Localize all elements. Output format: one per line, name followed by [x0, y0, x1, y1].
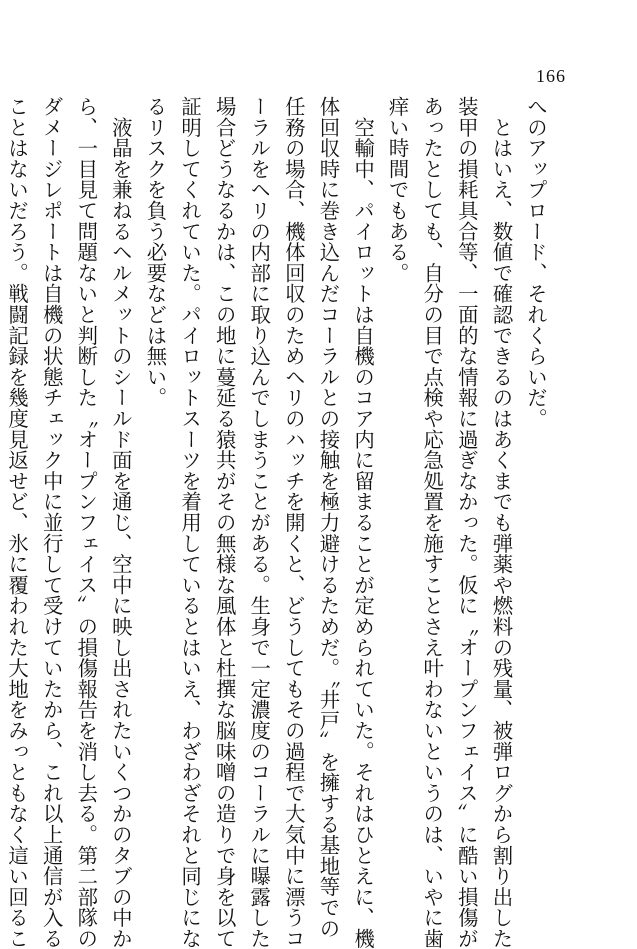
text-line: 装甲の損耗具合等、一面的な情報に過ぎなかった。仮に〝オープンフェイス〟に酷い損傷が: [454, 96, 479, 949]
body-text: [0, 96, 553, 949]
text-line: 体回収時に巻き込んだコーラルとの接触を極力避けるためだ。〝井戸〟を擁する基地等での: [316, 96, 341, 939]
text-line: 場合どうなるかは、この地に蔓延る猿共がその無様な風体と杜撰な脳味噌の造りで身を以て: [212, 96, 237, 949]
text-line: あったとしても、自分の目で点検や応急処置を施すことさえ叶わないというのは、いやに歯: [420, 96, 445, 949]
text-line: 液晶を兼ねるヘルメットのシールド面を通じ、空中に映し出されたいくつかのタブの中か: [108, 96, 133, 949]
text-line: ことはないだろう。戦闘記録を幾度見返せど、氷に覆われた大地をみっともなく這い回るこ: [5, 96, 30, 949]
text-line: とはいえ、数値で確認できるのはあくまでも弾薬や燃料の残量、被弾ログから割り出した: [489, 96, 514, 949]
text-line: 証明してくれていた。パイロットスーツを着用しているとはいえ、わざわざそれと同じにな: [178, 96, 203, 949]
text-line: るリスクを負う必要などは無い。: [143, 96, 168, 408]
text-line: ダメージレポートは自機の状態チェック中に並行して受けていたから、これ以上通信が入る: [39, 96, 64, 949]
page-number: 166: [536, 66, 566, 86]
text-line: 空輸中、パイロットは自機のコア内に留まることが定められていた。それはひとえに、機: [351, 96, 376, 949]
text-line: へのアップロード、それくらいだ。: [524, 96, 548, 429]
text-line: ーラルをヘリの内部に取り込んでしまうことがある。生身で一定濃度のコーラルに曝露した: [247, 96, 272, 949]
text-line: 任務の場合、機体回収のためヘリのハッチを開くと、どうしてもその過程で大気中に漂うコ: [281, 96, 306, 949]
text-line: 痒い時間でもある。: [385, 96, 410, 284]
text-line: ら、一目見て問題ないと判断した〝オープンフェイス〟の損傷報告を消し去る。第二部隊の: [74, 96, 99, 949]
